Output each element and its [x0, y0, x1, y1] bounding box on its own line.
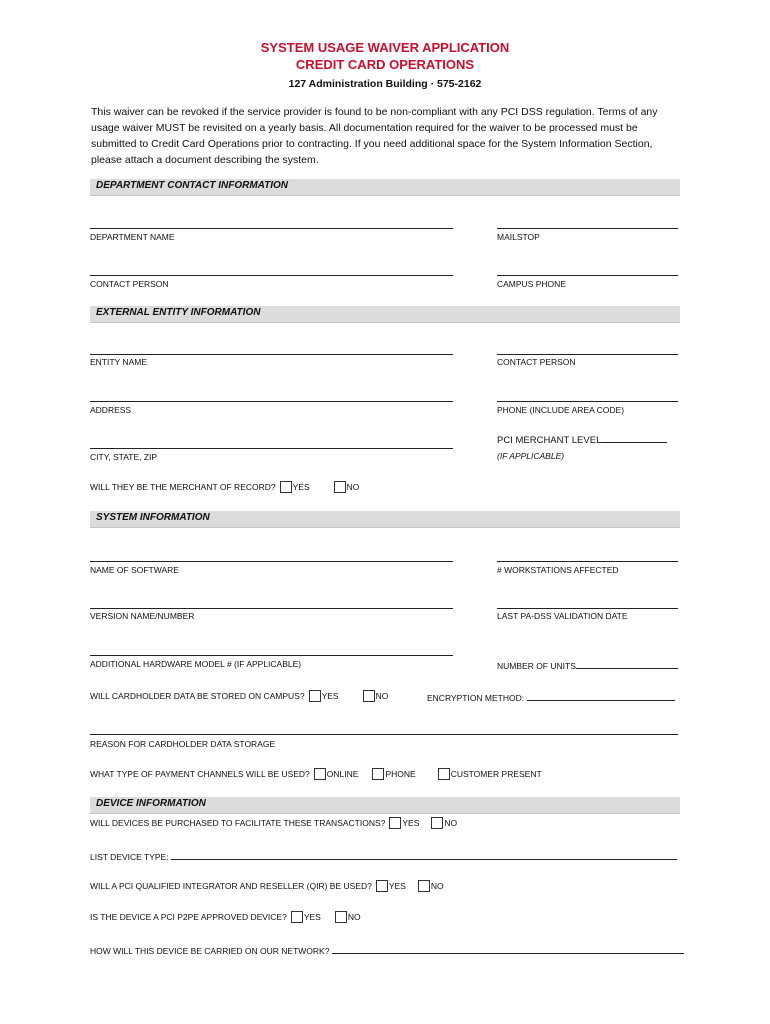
customer-present-label: CUSTOMER PRESENT	[450, 769, 542, 779]
network-question: HOW WILL THIS DEVICE BE CARRIED ON OUR NETWORK?	[90, 946, 330, 956]
phone-checkbox[interactable]	[372, 768, 384, 780]
storage-reason-field[interactable]	[90, 734, 678, 735]
section-heading: DEVICE INFORMATION	[96, 798, 206, 809]
device-type-label: LIST DEVICE TYPE:	[90, 852, 169, 862]
stored-on-campus-row	[90, 690, 388, 702]
section-system	[90, 511, 680, 528]
entity-contact-field[interactable]	[497, 354, 678, 355]
purchase-yes-checkbox[interactable]	[389, 817, 401, 829]
pci-level-field[interactable]	[601, 433, 667, 443]
mailstop-field[interactable]	[497, 228, 678, 229]
entity-name-label: ENTITY NAME	[90, 357, 147, 367]
phone-label: PHONE	[385, 769, 416, 779]
mailstop-label: MAILSTOP	[497, 232, 540, 242]
merchant-no-checkbox[interactable]	[334, 481, 346, 493]
if-applicable-note: (IF APPLICABLE)	[497, 451, 565, 461]
department-name-label: DEPARTMENT NAME	[90, 232, 175, 242]
hardware-model-field[interactable]	[90, 655, 453, 656]
online-checkbox[interactable]	[314, 768, 326, 780]
encryption-label: ENCRYPTION METHOD:	[427, 693, 525, 703]
software-name-label: NAME OF SOFTWARE	[90, 565, 179, 575]
section-heading: SYSTEM INFORMATION	[96, 512, 210, 523]
stored-yes-label: YES	[321, 691, 339, 701]
device-type-field[interactable]	[171, 850, 677, 860]
workstations-label: # WORKSTATIONS AFFECTED	[497, 565, 619, 575]
entity-phone-label: PHONE (INCLUDE AREA CODE)	[497, 405, 625, 415]
form-subtitle: CREDIT CARD OPERATIONS	[295, 57, 475, 72]
qir-no-label: NO	[430, 881, 444, 891]
merchant-yes-checkbox[interactable]	[280, 481, 292, 493]
entity-phone-field[interactable]	[497, 401, 678, 402]
devices-purchased-row	[90, 817, 457, 829]
office-address: 127 Administration Building · 575-2162	[288, 78, 482, 90]
version-field[interactable]	[90, 608, 453, 609]
qir-question: WILL A PCI QUALIFIED INTEGRATOR AND RESELLER (QIR) BE USED?	[90, 881, 372, 891]
workstations-field[interactable]	[497, 561, 678, 562]
p2pe-yes-label: YES	[303, 912, 321, 922]
purchase-no-label: NO	[444, 818, 458, 828]
section-device	[90, 797, 680, 814]
campus-phone-field[interactable]	[497, 275, 678, 276]
form-title: SYSTEM USAGE WAIVER APPLICATION	[260, 40, 510, 55]
qir-yes-checkbox[interactable]	[376, 880, 388, 892]
stored-question: WILL CARDHOLDER DATA BE STORED ON CAMPUS?	[90, 691, 305, 701]
stored-yes-checkbox[interactable]	[309, 690, 321, 702]
payment-channels-row	[90, 768, 542, 780]
section-heading: EXTERNAL ENTITY INFORMATION	[96, 307, 261, 318]
units-row	[497, 659, 678, 671]
network-row	[90, 944, 684, 956]
p2pe-question: IS THE DEVICE A PCI P2PE APPROVED DEVICE?	[90, 912, 287, 922]
storage-reason-label: REASON FOR CARDHOLDER DATA STORAGE	[90, 739, 276, 749]
city-state-zip-field[interactable]	[90, 448, 453, 449]
version-label: VERSION NAME/NUMBER	[90, 611, 195, 621]
units-label: NUMBER OF UNITS	[497, 661, 576, 671]
pci-level-label: PCI MERCHANT LEVEL	[497, 435, 602, 446]
contact-person-field[interactable]	[90, 275, 453, 276]
device-type-row	[90, 850, 677, 862]
p2pe-yes-checkbox[interactable]	[291, 911, 303, 923]
hardware-model-label: ADDITIONAL HARDWARE MODEL # (IF APPLICABLE)	[90, 659, 302, 669]
purchase-yes-label: YES	[402, 818, 420, 828]
city-state-zip-label: CITY, STATE, ZIP	[90, 452, 158, 462]
merchant-yes-label: YES	[292, 482, 310, 492]
merchant-no-label: NO	[346, 482, 360, 492]
purchase-question: WILL DEVICES BE PURCHASED TO FACILITATE THESE TRANSACTIONS?	[90, 818, 386, 828]
intro-paragraph: This waiver can be revoked if the service provider is found to be non-compliant with any PCI DSS regulation. Terms of any usage waiver MUST be revisited on a yearly basis. All documentation required for the waiver to be processed must be submitted to Credit Card Operations prior to contracting. If you need additional space for the System Information Section, please attach a document describing the system.	[91, 106, 658, 166]
merchant-question: WILL THEY BE THE MERCHANT OF RECORD?	[90, 482, 276, 492]
contact-person-label: CONTACT PERSON	[90, 279, 169, 289]
qir-yes-label: YES	[388, 881, 406, 891]
merchant-of-record-row	[90, 481, 359, 493]
network-field[interactable]	[332, 944, 684, 954]
p2pe-no-label: NO	[347, 912, 361, 922]
qir-row	[90, 880, 444, 892]
p2pe-no-checkbox[interactable]	[335, 911, 347, 923]
campus-phone-label: CAMPUS PHONE	[497, 279, 566, 289]
online-label: ONLINE	[326, 769, 359, 779]
entity-contact-label: CONTACT PERSON	[497, 357, 576, 367]
stored-no-label: NO	[375, 691, 389, 701]
section-external-entity	[90, 306, 680, 323]
encryption-row	[427, 691, 675, 703]
units-field[interactable]	[576, 659, 678, 669]
section-department	[90, 179, 680, 196]
section-heading: DEPARTMENT CONTACT INFORMATION	[96, 180, 289, 191]
address-field[interactable]	[90, 401, 453, 402]
p2pe-row	[90, 911, 361, 923]
stored-no-checkbox[interactable]	[363, 690, 375, 702]
channels-question: WHAT TYPE OF PAYMENT CHANNELS WILL BE USED?	[90, 769, 310, 779]
address-label: ADDRESS	[90, 405, 132, 415]
padss-date-field[interactable]	[497, 608, 678, 609]
purchase-no-checkbox[interactable]	[431, 817, 443, 829]
pci-level-row	[497, 433, 667, 446]
department-name-field[interactable]	[90, 228, 453, 229]
padss-date-label: LAST PA-DSS VALIDATION DATE	[497, 611, 628, 621]
qir-no-checkbox[interactable]	[418, 880, 430, 892]
software-name-field[interactable]	[90, 561, 453, 562]
entity-name-field[interactable]	[90, 354, 453, 355]
customer-present-checkbox[interactable]	[438, 768, 450, 780]
encryption-field[interactable]	[527, 691, 675, 701]
